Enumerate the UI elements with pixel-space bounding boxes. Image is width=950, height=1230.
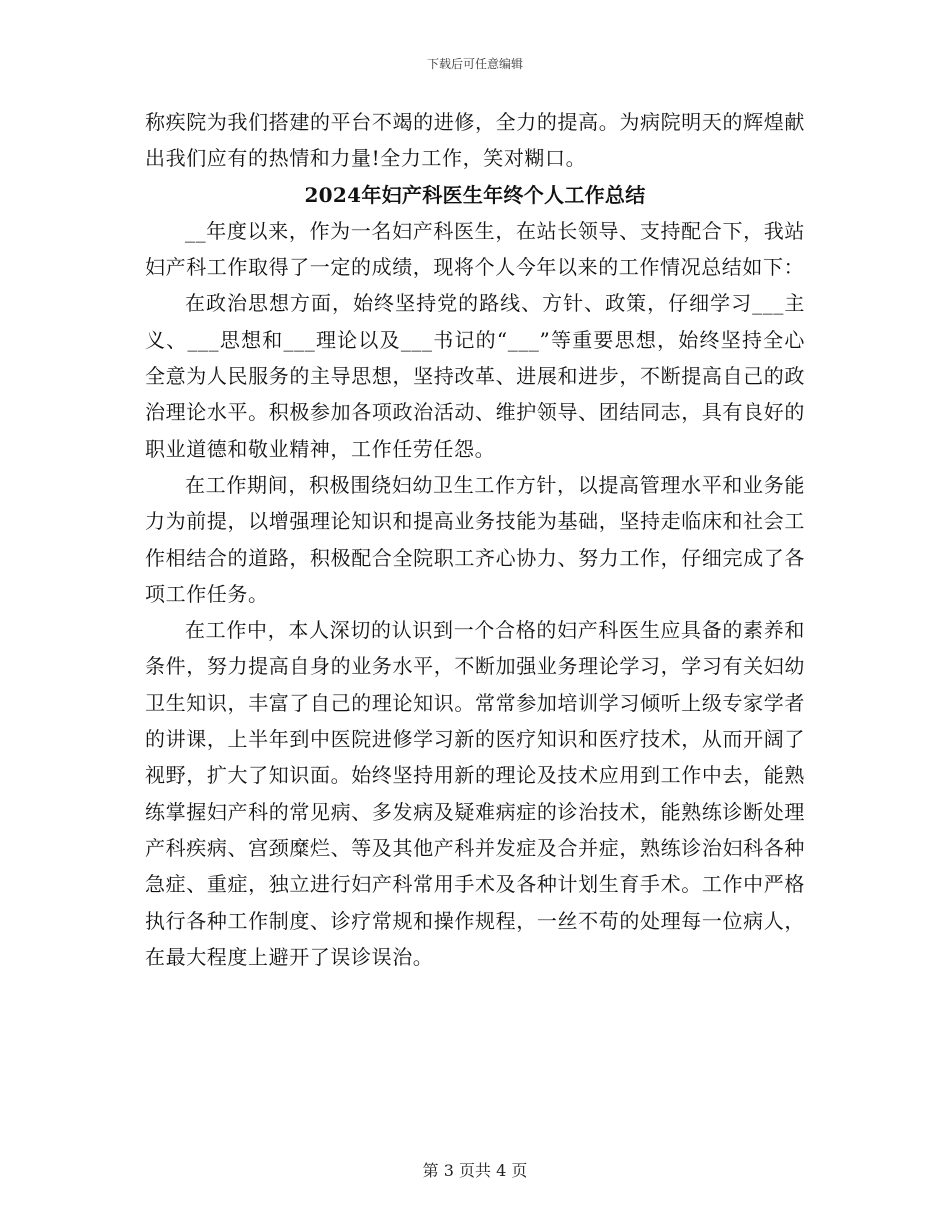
intro-paragraph: 称疾院为我们搭建的平台不竭的进修，全力的提高。为病院明天的辉煌献出我们应有的热情和力量!全力工作，笑对糊口。 [145, 110, 805, 171]
paragraph-opening: __年度以来，作为一名妇产科医生，在站长领导、支持配合下，我站妇产科工作取得了一定的成绩，现将个人今年以来的工作情况总结如下： [145, 218, 805, 280]
paragraph-political: 在政治思想方面，始终坚持党的路线、方针、政策，仔细学习___主义、___思想和___理论以及___书记的“___”等重要思想，始终坚持全心全意为人民服务的主导思想，坚持改革、进展和进步，不断提高自己的政治理论水平。积极参加各项政治活动、维护领导、团结同志，具有良好的职业道德和敬业精神，工作任劳任怨。 [145, 291, 805, 461]
section-title: 2024年妇产科医生年终个人工作总结 [304, 182, 646, 207]
paragraph-professional: 在工作中，本人深切的认识到一个合格的妇产科医生应具备的素养和条件，努力提高自身的业务水平，不断加强业务理论学习，学习有关妇幼卫生知识，丰富了自己的理论知识。常常参加培训学习倾听上级专家学者的讲课，上半年到中医院进修学习新的医疗知识和医疗技术，从而开阔了视野，扩大了知识面。始终坚持用新的理论及技术应用到工作中去，能熟练掌握妇产科的常见病、多发病及疑难病症的诊治技术，能熟练诊断处理产科疾病、宫颈糜烂、等及其他产科并发症及合并症，熟练诊治妇科各种急症、重症，独立进行妇产科常用手术及各种计划生育手术。工作中严格执行各种工作制度、诊疗常规和操作规程，一丝不苟的处理每一位病人，在最大程度上避开了误诊误治。 [145, 618, 805, 969]
header-note: 下载后可任意编辑 [426, 57, 523, 71]
document-body [145, 104, 805, 975]
page-number-footer: 第 3 页共 4 页 [422, 1161, 528, 1180]
paragraph-work-period: 在工作期间，积极围绕妇幼卫生工作方针，以提高管理水平和业务能力为前提，以增强理论知识和提高业务技能为基础，坚持走临床和社会工作相结合的道路，积极配合全院职工齐心协力、努力工作，仔细完成了各项工作任务。 [145, 472, 805, 606]
